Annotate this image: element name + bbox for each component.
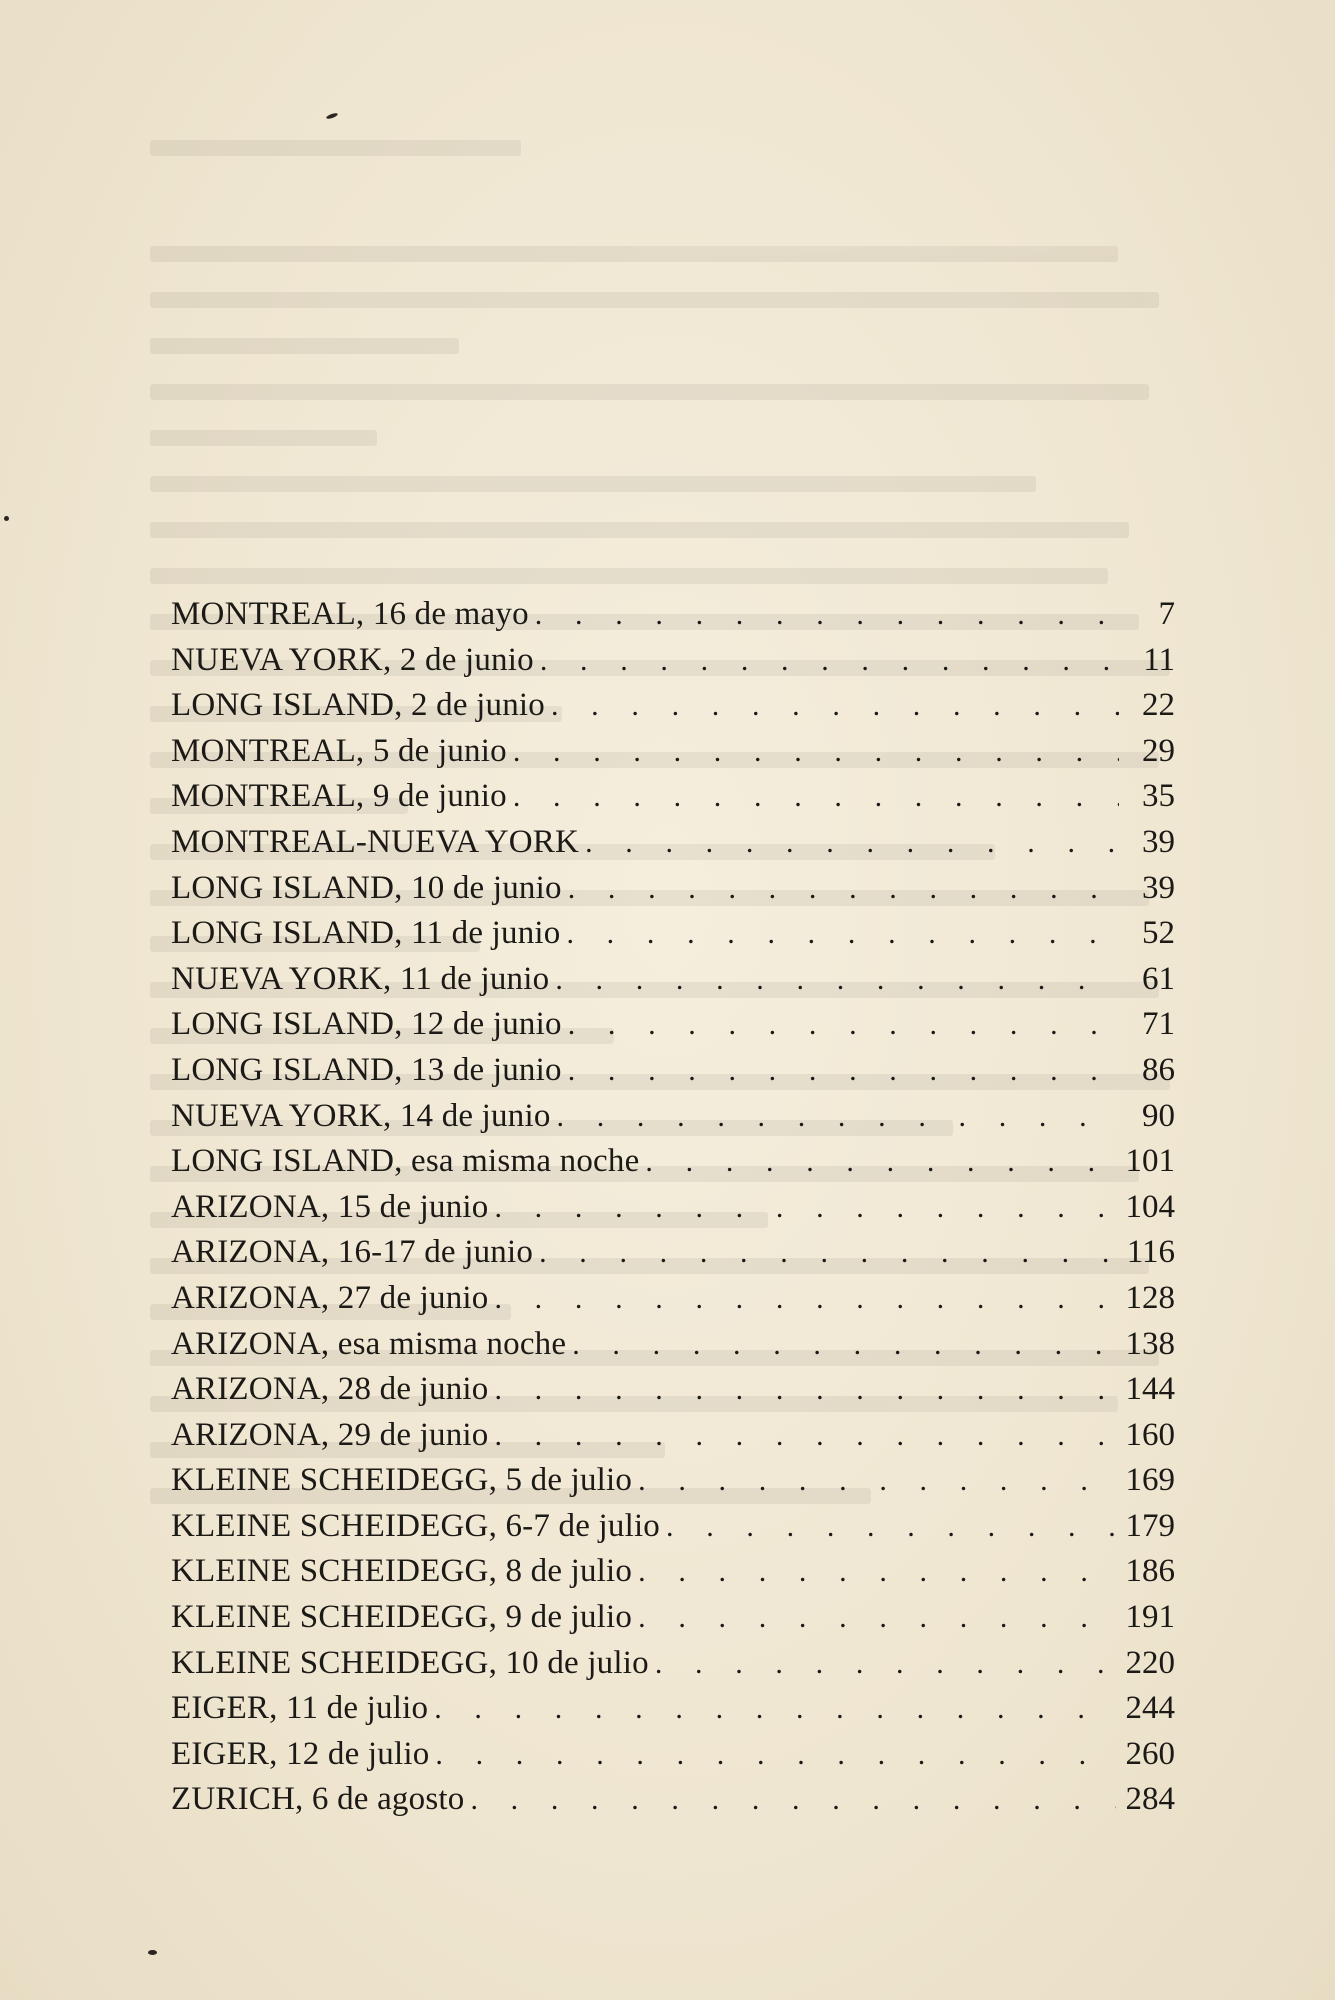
toc-entry: [171, 1185, 1175, 1231]
toc-entry: [171, 957, 1175, 1003]
dot-leader: [494, 1413, 1115, 1459]
toc-entry: [171, 1686, 1175, 1732]
toc-entry-page-number: 191: [1125, 1599, 1175, 1636]
ink-speck: [326, 112, 339, 120]
toc-entry: [171, 1048, 1175, 1094]
toc-entry-page-number: 186: [1125, 1553, 1175, 1590]
toc-entry-page-number: 260: [1125, 1735, 1175, 1772]
dot-leader: [666, 1504, 1115, 1550]
toc-entry: [171, 1139, 1175, 1185]
toc-entry: [171, 1322, 1175, 1368]
toc-entry-title: ARIZONA, 15 de junio: [171, 1188, 489, 1225]
toc-entry-page-number: 39: [1142, 823, 1175, 860]
toc-entry-title: KLEINE SCHEIDEGG, 9 de julio: [171, 1599, 633, 1636]
toc-entry-page-number: 22: [1142, 687, 1175, 724]
toc-entry: [171, 1641, 1175, 1687]
toc-entry-page-number: 29: [1142, 732, 1175, 769]
toc-entry-title: ARIZONA, 28 de junio: [171, 1371, 489, 1408]
toc-entry-title: LONG ISLAND, 11 de junio: [171, 915, 561, 952]
toc-entry: [171, 1732, 1175, 1778]
toc-entry-title: NUEVA YORK, 2 de junio: [171, 641, 534, 678]
table-of-contents: [171, 592, 1175, 1823]
dot-leader: [638, 1458, 1115, 1504]
toc-entry-page-number: 61: [1142, 960, 1175, 997]
dot-leader: [513, 774, 1119, 820]
toc-entry: [171, 1094, 1175, 1140]
dot-leader: [435, 1732, 1115, 1778]
toc-entry-page-number: 7: [1158, 596, 1175, 632]
toc-entry: [171, 1458, 1175, 1504]
toc-entry-page-number: 284: [1125, 1781, 1175, 1818]
toc-entry-title: MONTREAL, 5 de junio: [171, 732, 507, 769]
toc-entry-title: KLEINE SCHEIDEGG, 10 de julio: [171, 1644, 649, 1681]
toc-entry-title: MONTREAL, 9 de junio: [171, 778, 507, 815]
toc-entry-title: MONTREAL, 16 de mayo: [171, 596, 529, 632]
dot-leader: [655, 1641, 1116, 1687]
toc-entry-page-number: 169: [1125, 1462, 1175, 1499]
dot-leader: [513, 729, 1119, 775]
toc-entry-page-number: 11: [1143, 641, 1175, 678]
dot-leader: [638, 1549, 1115, 1595]
toc-entry-page-number: 71: [1142, 1006, 1175, 1043]
dot-leader: [572, 1322, 1115, 1368]
toc-entry: [171, 1413, 1175, 1459]
toc-entry-title: EIGER, 11 de julio: [171, 1690, 429, 1727]
toc-entry: [171, 1367, 1175, 1413]
toc-entry-title: KLEINE SCHEIDEGG, 5 de julio: [171, 1462, 633, 1499]
toc-entry-page-number: 144: [1125, 1371, 1175, 1408]
toc-entry-title: LONG ISLAND, esa misma noche: [171, 1143, 640, 1180]
toc-entry: [171, 729, 1175, 775]
toc-entry-title: ARIZONA, esa misma noche: [171, 1325, 567, 1362]
toc-entry-title: LONG ISLAND, 13 de junio: [171, 1051, 562, 1088]
dot-leader: [494, 1185, 1115, 1231]
toc-entry: [171, 1777, 1175, 1823]
toc-entry-page-number: 128: [1125, 1279, 1175, 1316]
ink-speck: [148, 1950, 157, 1955]
dot-leader: [645, 1139, 1115, 1185]
dot-leader: [494, 1367, 1115, 1413]
toc-entry: [171, 683, 1175, 729]
toc-entry: [171, 820, 1175, 866]
toc-entry-title: ARIZONA, 29 de junio: [171, 1416, 489, 1453]
toc-entry-page-number: 39: [1142, 869, 1175, 906]
toc-entry-page-number: 90: [1142, 1097, 1175, 1134]
dot-leader: [540, 638, 1119, 684]
toc-entry-page-number: 35: [1142, 778, 1175, 815]
dot-leader: [555, 957, 1119, 1003]
toc-entry: [171, 1230, 1175, 1276]
toc-entry: [171, 911, 1175, 957]
toc-entry-title: LONG ISLAND, 10 de junio: [171, 869, 562, 906]
dot-leader: [494, 1276, 1115, 1322]
ink-speck: [4, 516, 9, 521]
dot-leader: [638, 1595, 1115, 1641]
toc-entry-title: NUEVA YORK, 14 de junio: [171, 1097, 551, 1134]
toc-entry: [171, 592, 1175, 638]
dot-leader: [557, 1094, 1119, 1140]
dot-leader: [470, 1777, 1115, 1823]
toc-entry-page-number: 116: [1126, 1234, 1175, 1271]
toc-entry-title: KLEINE SCHEIDEGG, 8 de julio: [171, 1553, 633, 1590]
dot-leader: [568, 1048, 1119, 1094]
toc-entry-page-number: 138: [1125, 1325, 1175, 1362]
toc-entry-page-number: 179: [1125, 1507, 1175, 1544]
toc-entry: [171, 1002, 1175, 1048]
toc-entry: [171, 1595, 1175, 1641]
dot-leader: [551, 683, 1119, 729]
toc-entry: [171, 1549, 1175, 1595]
toc-entry-page-number: 244: [1125, 1690, 1175, 1727]
dot-leader: [568, 1002, 1119, 1048]
dot-leader: [434, 1686, 1115, 1732]
dot-leader: [585, 820, 1119, 866]
toc-entry-title: LONG ISLAND, 2 de junio: [171, 687, 545, 724]
toc-entry-page-number: 104: [1125, 1188, 1175, 1225]
toc-entry-page-number: 160: [1125, 1416, 1175, 1453]
dot-leader: [539, 1230, 1117, 1276]
toc-entry-page-number: 86: [1142, 1051, 1175, 1088]
toc-entry-title: MONTREAL-NUEVA YORK: [171, 823, 580, 860]
toc-entry: [171, 866, 1175, 912]
dot-leader: [535, 592, 1119, 638]
toc-entry-title: LONG ISLAND, 12 de junio: [171, 1006, 562, 1043]
toc-entry: [171, 1504, 1175, 1550]
toc-entry-title: ZURICH, 6 de agosto: [171, 1781, 465, 1818]
toc-entry: [171, 638, 1175, 684]
toc-entry-title: EIGER, 12 de julio: [171, 1735, 430, 1772]
toc-entry: [171, 774, 1175, 820]
toc-entry-page-number: 220: [1125, 1644, 1175, 1681]
toc-entry-page-number: 101: [1125, 1143, 1175, 1180]
toc-entry: [171, 1276, 1175, 1322]
dot-leader: [566, 911, 1119, 957]
toc-entry-page-number: 52: [1142, 915, 1175, 952]
toc-entry-title: ARIZONA, 27 de junio: [171, 1279, 489, 1316]
dot-leader: [568, 866, 1119, 912]
toc-entry-title: ARIZONA, 16-17 de junio: [171, 1234, 534, 1271]
toc-entry-title: KLEINE SCHEIDEGG, 6-7 de julio: [171, 1507, 661, 1544]
toc-entry-title: NUEVA YORK, 11 de junio: [171, 960, 550, 997]
